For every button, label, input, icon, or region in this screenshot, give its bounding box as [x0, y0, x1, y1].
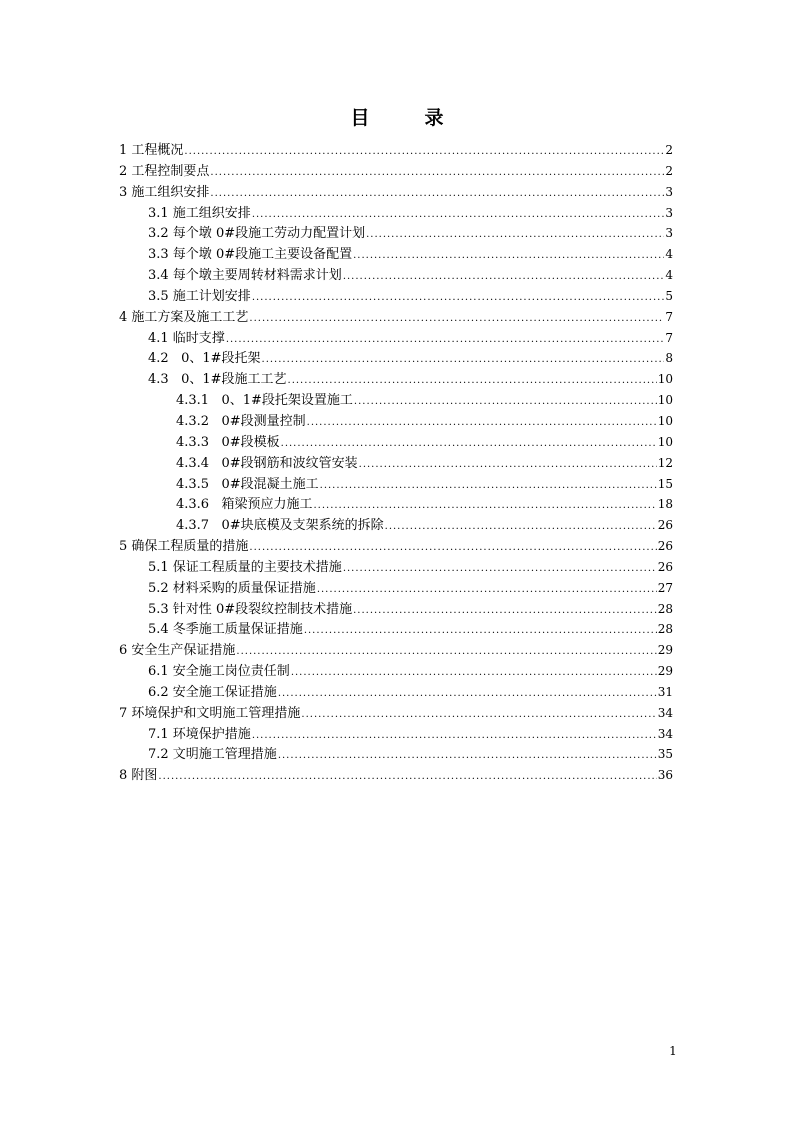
toc-entry[interactable] [119, 661, 673, 682]
toc-dot-leader [307, 413, 657, 434]
toc-entry-page: 34 [657, 705, 673, 720]
toc-entry-page: 35 [657, 747, 673, 762]
toc-entry-page: 10 [657, 372, 673, 387]
toc-entry-label: 3.5 施工计划安排 [148, 288, 251, 304]
toc-entry[interactable] [119, 682, 673, 703]
toc-entry[interactable] [119, 265, 673, 286]
toc-entry-label: 6 安全生产保证措施 [119, 643, 236, 659]
toc-entry[interactable] [119, 599, 673, 620]
toc-entry[interactable] [119, 703, 673, 724]
toc-dot-leader [278, 746, 657, 767]
toc-entry[interactable] [119, 557, 673, 578]
toc-dot-leader [385, 517, 657, 538]
page-title: 目录 [350, 107, 499, 129]
toc-dot-leader [359, 455, 657, 476]
toc-entry-label: 4.3.2 0#段测量控制 [176, 413, 306, 429]
toc-entry-page: 3 [665, 205, 673, 220]
toc-entry-page: 36 [657, 768, 673, 783]
toc-entry-label: 4.3.1 0、1#段托架设置施工 [176, 393, 353, 409]
toc-entry-label: 4.3 0、1#段施工工艺 [148, 372, 287, 388]
toc-entry[interactable] [119, 348, 673, 369]
toc-dot-leader [317, 580, 657, 601]
toc-entry[interactable] [119, 390, 673, 411]
toc-entry-label: 6.1 安全施工岗位责任制 [148, 664, 290, 680]
toc-entry-label: 3.3 每个墩 0#段施工主要设备配置 [148, 247, 353, 263]
toc-entry[interactable] [119, 744, 673, 765]
toc-dot-leader [353, 246, 664, 267]
toc-entry[interactable] [119, 411, 673, 432]
toc-entry-page: 10 [657, 434, 673, 449]
toc-entry[interactable] [119, 161, 673, 182]
toc-dot-leader [343, 559, 657, 580]
toc-entry-label: 1 工程概况 [119, 143, 184, 158]
toc-entry-label: 4.3.4 0#段钢筋和波纹管安装 [176, 455, 358, 471]
toc-dot-leader [313, 496, 656, 517]
toc-entry-label: 4.2 0、1#段托架 [148, 351, 261, 367]
toc-dot-leader [249, 309, 664, 330]
toc-dot-leader [249, 538, 656, 559]
toc-dot-leader [210, 184, 664, 205]
toc-entry-page: 12 [657, 455, 673, 470]
toc-entry-page: 5 [665, 288, 673, 303]
toc-entry[interactable] [119, 244, 673, 265]
toc-dot-leader [343, 267, 665, 288]
toc-dot-leader [236, 642, 656, 663]
toc-entry-label: 4.3.6 箱梁预应力施工 [176, 497, 313, 513]
toc-entry-page: 10 [657, 413, 673, 428]
toc-entry[interactable] [119, 286, 673, 307]
toc-entry-page: 7 [665, 309, 673, 324]
toc-entry-label: 2 工程控制要点 [119, 163, 210, 179]
toc-entry-label: 6.2 安全施工保证措施 [148, 684, 277, 700]
toc-dot-leader [291, 663, 657, 684]
toc-entry-label: 4.3.7 0#块底模及支架系统的拆除 [176, 518, 384, 534]
toc-entry[interactable] [119, 307, 673, 328]
toc-entry-page: 3 [665, 226, 673, 241]
toc-entry-page: 18 [657, 497, 673, 512]
toc-entry-label: 3 施工组织安排 [119, 184, 210, 200]
toc-entry-label: 7.2 文明施工管理措施 [148, 747, 277, 763]
toc-entry-label: 3.4 每个墩主要周转材料需求计划 [148, 268, 342, 284]
toc-entry-label: 8 附图 [119, 768, 158, 784]
toc-entry-page: 29 [657, 643, 673, 658]
toc-entry-label: 4.3.5 0#段混凝土施工 [176, 476, 319, 492]
toc-entry-label: 5.2 材料采购的质量保证措施 [148, 580, 316, 596]
toc-entry-label: 7.1 环境保护措施 [148, 726, 251, 742]
table-of-contents [119, 140, 673, 786]
page-number: 1 [669, 1044, 677, 1058]
toc-entry[interactable] [119, 203, 673, 224]
toc-dot-leader [281, 434, 657, 455]
toc-dot-leader [288, 371, 657, 392]
toc-dot-leader [354, 392, 657, 413]
toc-entry[interactable] [119, 223, 673, 244]
toc-entry-label: 3.1 施工组织安排 [148, 205, 251, 221]
toc-entry-page: 15 [657, 476, 673, 491]
toc-dot-leader [262, 350, 665, 371]
toc-entry-page: 4 [665, 247, 673, 262]
toc-dot-leader [278, 684, 657, 705]
toc-entry-page: 2 [665, 143, 673, 157]
toc-entry-label: 5.1 保证工程质量的主要技术措施 [148, 559, 342, 575]
toc-entry[interactable] [119, 140, 673, 161]
toc-entry-page: 28 [657, 601, 673, 616]
toc-entry-page: 29 [657, 664, 673, 679]
toc-dot-leader [320, 476, 657, 497]
toc-dot-leader [304, 621, 657, 642]
toc-dot-leader [366, 225, 664, 246]
toc-dot-leader [226, 330, 665, 351]
toc-entry[interactable] [119, 724, 673, 745]
toc-entry-label: 4.1 临时支撑 [148, 330, 225, 346]
toc-entry-page: 26 [657, 518, 673, 533]
toc-entry[interactable] [119, 432, 673, 453]
toc-dot-leader [353, 601, 657, 622]
toc-entry-label: 7 环境保护和文明施工管理措施 [119, 705, 301, 721]
toc-entry-page: 4 [665, 268, 673, 283]
toc-entry-label: 5.3 针对性 0#段裂纹控制技术措施 [148, 601, 353, 617]
toc-entry[interactable] [119, 328, 673, 349]
toc-dot-leader [210, 163, 664, 184]
toc-entry-label: 4.3.3 0#段模板 [176, 434, 280, 450]
toc-entry[interactable] [119, 536, 673, 557]
toc-entry[interactable] [119, 182, 673, 203]
toc-entry-page: 26 [657, 539, 673, 554]
toc-entry-page: 3 [665, 184, 673, 199]
toc-entry-page: 2 [665, 163, 673, 178]
toc-entry[interactable] [119, 619, 673, 640]
toc-dot-leader [252, 205, 665, 226]
toc-entry[interactable] [119, 765, 673, 786]
toc-entry[interactable] [119, 640, 673, 661]
toc-entry-page: 8 [665, 351, 673, 366]
toc-entry-label: 4 施工方案及施工工艺 [119, 309, 249, 325]
toc-entry[interactable] [119, 474, 673, 495]
toc-entry[interactable] [119, 515, 673, 536]
toc-dot-leader [301, 705, 656, 726]
toc-entry-label: 5 确保工程质量的措施 [119, 539, 249, 555]
toc-entry-label: 3.2 每个墩 0#段施工劳动力配置计划 [148, 226, 366, 242]
toc-entry[interactable] [119, 369, 673, 390]
toc-dot-leader [252, 726, 657, 747]
toc-dot-leader [158, 767, 656, 788]
toc-entry[interactable] [119, 578, 673, 599]
toc-entry-page: 7 [665, 330, 673, 345]
toc-dot-leader [252, 288, 665, 309]
toc-entry-page: 34 [657, 726, 673, 741]
toc-entry-page: 26 [657, 559, 673, 574]
toc-dot-leader [184, 142, 664, 163]
toc-entry-page: 31 [657, 684, 673, 699]
toc-entry-page: 10 [657, 393, 673, 408]
toc-entry-label: 5.4 冬季施工质量保证措施 [148, 622, 303, 638]
toc-entry[interactable] [119, 453, 673, 474]
toc-entry-page: 27 [657, 580, 673, 595]
toc-entry-page: 28 [657, 622, 673, 637]
toc-entry[interactable] [119, 494, 673, 515]
